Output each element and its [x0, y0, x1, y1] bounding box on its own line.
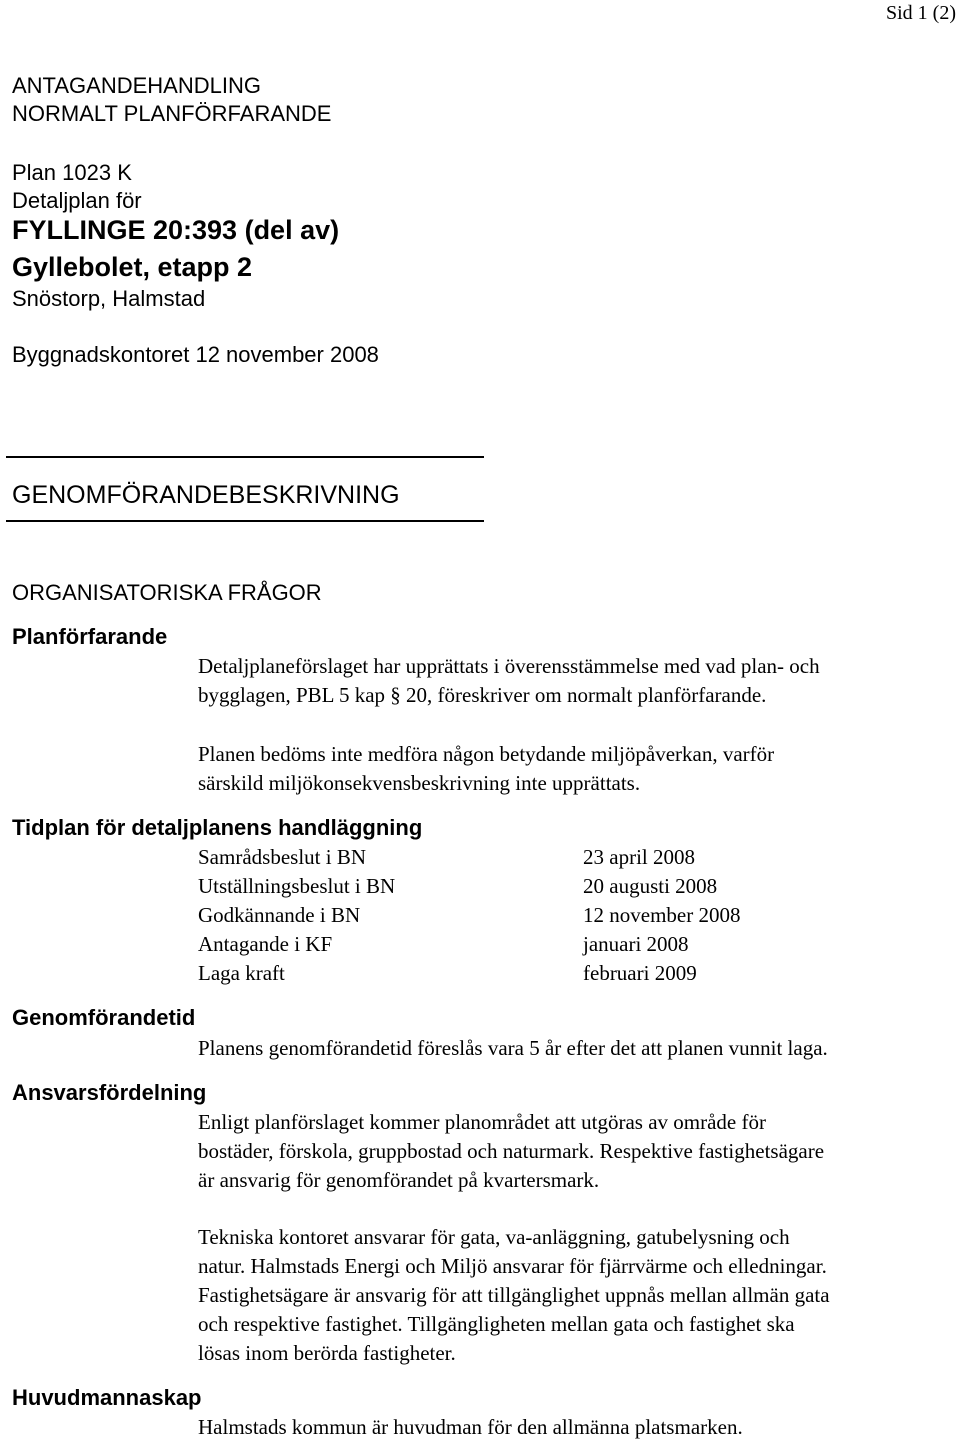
ansvar-p2-line2: natur. Halmstads Energi och Miljö ansvarar för fjärrvärme och elledningar. [198, 1254, 827, 1278]
ansvar-p1-line1: Enligt planförslaget kommer planområdet att utgöras av område för [198, 1110, 766, 1134]
tidplan-row-date: januari 2008 [583, 932, 689, 956]
plan-title-2: Gyllebolet, etapp 2 [12, 252, 253, 282]
plan-title-1: FYLLINGE 20:393 (del av) [12, 215, 340, 245]
document-title: GENOMFÖRANDEBESKRIVNING [12, 481, 400, 509]
ansvar-p2-line5: lösas inom berörda fastigheter. [198, 1341, 456, 1365]
heading-tidplan: Tidplan för detaljplanens handläggning [12, 815, 423, 840]
tidplan-row-date: 23 april 2008 [583, 845, 695, 869]
planforfarande-p1-line1: Detaljplaneförslaget har upprättats i överensstämmelse med vad plan- och [198, 654, 820, 678]
heading-genomforandetid: Genomförandetid [12, 1005, 196, 1030]
ansvar-p2-line1: Tekniska kontoret ansvarar för gata, va-anläggning, gatubelysning och [198, 1225, 790, 1249]
planforfarande-p2-line2: särskild miljökonsekvensbeskrivning inte upprättats. [198, 771, 641, 795]
heading-planforfarande: Planförfarande [12, 624, 168, 649]
ansvar-p2-line3: Fastighetsägare är ansvarig för att tillgänglighet uppnås mellan allmän gata [198, 1283, 830, 1307]
ansvar-p1-line3: är ansvarig för genomförandet på kvartersmark. [198, 1168, 600, 1192]
doc-status-line2: NORMALT PLANFÖRFARANDE [12, 101, 332, 126]
tidplan-row-label: Utställningsbeslut i BN [198, 874, 396, 898]
genomforandetid-text: Planens genomförandetid föreslås vara 5 år efter det att planen vunnit laga. [198, 1036, 828, 1060]
planforfarande-p1-line2: bygglagen, PBL 5 kap § 20, föreskriver om normalt planförfarande. [198, 683, 767, 707]
heading-huvudmannaskap: Huvudmannaskap [12, 1385, 202, 1410]
top-rule [6, 456, 484, 458]
huvudman-text: Halmstads kommun är huvudman för den allmänna platsmarken. [198, 1415, 743, 1439]
page-number: Sid 1 (2) [886, 2, 956, 24]
bottom-rule [6, 520, 484, 522]
plan-place: Snöstorp, Halmstad [12, 286, 206, 311]
tidplan-row-label: Antagande i KF [198, 932, 333, 956]
doc-status-line1: ANTAGANDEHANDLING [12, 73, 261, 98]
tidplan-row-date: 12 november 2008 [583, 903, 741, 927]
tidplan-row-label: Godkännande i BN [198, 903, 361, 927]
planforfarande-p2-line1: Planen bedöms inte medföra någon betydande miljöpåverkan, varför [198, 742, 775, 766]
ansvar-p1-line2: bostäder, förskola, gruppbostad och naturmark. Respektive fastighetsägare [198, 1139, 825, 1163]
heading-ansvarsfordelning: Ansvarsfördelning [12, 1080, 207, 1105]
tidplan-row-date: 20 augusti 2008 [583, 874, 718, 898]
plan-type: Detaljplan för [12, 188, 142, 213]
section-heading-org: ORGANISATORISKA FRÅGOR [12, 580, 322, 605]
tidplan-row-label: Laga kraft [198, 961, 285, 985]
ansvar-p2-line4: och respektive fastighet. Tillgängligheten mellan gata och fastighet ska [198, 1312, 795, 1336]
office-date: Byggnadskontoret 12 november 2008 [12, 342, 379, 367]
plan-number: Plan 1023 K [12, 160, 132, 185]
tidplan-row-label: Samrådsbeslut i BN [198, 845, 366, 869]
tidplan-row-date: februari 2009 [583, 961, 697, 985]
